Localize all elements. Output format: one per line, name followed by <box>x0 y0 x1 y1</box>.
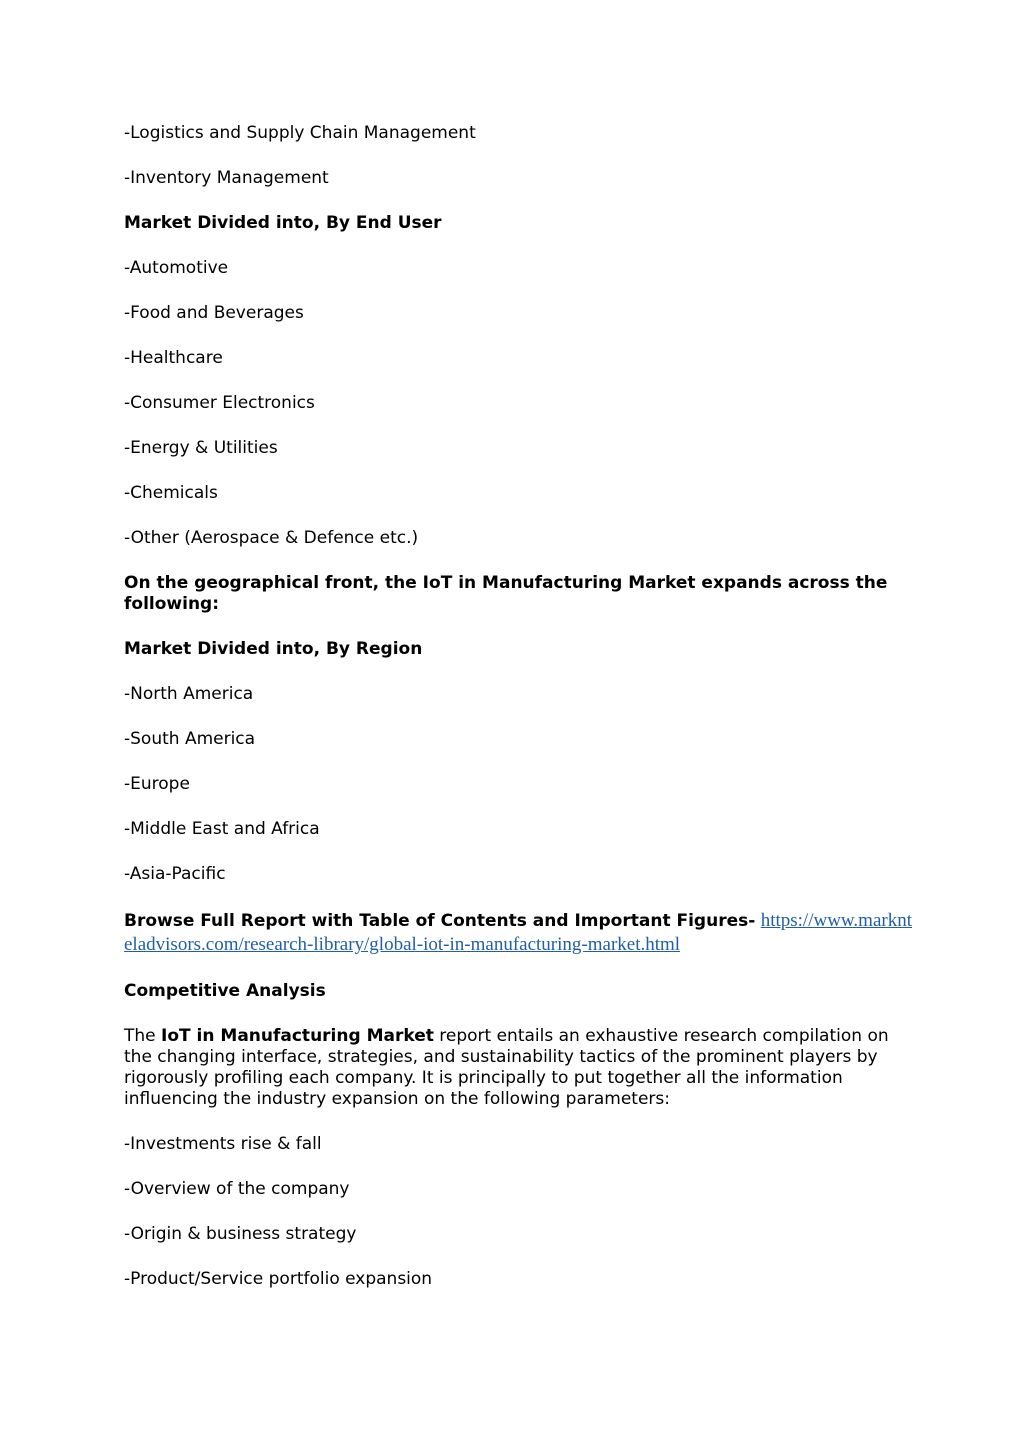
list-item: -Asia-Pacific <box>124 864 226 884</box>
list-item: -Logistics and Supply Chain Management <box>124 123 476 143</box>
geo-intro-text: On the geographical front, the IoT in Manufacturing Market expands across the following: <box>124 573 888 614</box>
section-heading-region: Market Divided into, By Region <box>124 639 423 659</box>
section-heading-competitive: Competitive Analysis <box>124 981 326 1001</box>
list-item: -Investments rise & fall <box>124 1134 322 1154</box>
competitive-para-post: report entails an exhaustive research compilation on the changing interface, strategies, and sustainability tactics of the prominent players by rigorously profiling each company. It is principally to put together all the information influencing the industry expansion on the following parameters: <box>124 1026 889 1109</box>
list-item: -Other (Aerospace & Defence etc.) <box>124 528 419 548</box>
list-item: -Chemicals <box>124 483 218 503</box>
list-item: -Middle East and Africa <box>124 819 320 839</box>
list-item: -North America <box>124 684 254 704</box>
list-item: -Product/Service portfolio expansion <box>124 1269 433 1289</box>
section-heading-end-user: Market Divided into, By End User <box>124 213 442 233</box>
list-item: -Origin & business strategy <box>124 1224 357 1244</box>
competitive-para-pre: The <box>124 1026 162 1046</box>
browse-report-label: Browse Full Report with Table of Contents and Important Figures- <box>124 911 756 931</box>
list-item: -Energy & Utilities <box>124 438 278 458</box>
document-page <box>124 123 914 1314</box>
report-link[interactable]: https://www.marknteladvisors.com/research-library/global-iot-in-manufacturing-market.html <box>124 910 912 955</box>
list-item: -Healthcare <box>124 348 223 368</box>
competitive-paragraph <box>124 1026 914 1110</box>
competitive-para-bold: IoT in Manufacturing Market <box>161 1026 434 1046</box>
list-item: -South America <box>124 729 256 749</box>
list-item: -Automotive <box>124 258 229 278</box>
browse-report-paragraph <box>124 909 914 957</box>
list-item: -Overview of the company <box>124 1179 350 1199</box>
list-item: -Food and Beverages <box>124 303 304 323</box>
list-item: -Consumer Electronics <box>124 393 315 413</box>
list-item: -Inventory Management <box>124 168 329 188</box>
list-item: -Europe <box>124 774 190 794</box>
